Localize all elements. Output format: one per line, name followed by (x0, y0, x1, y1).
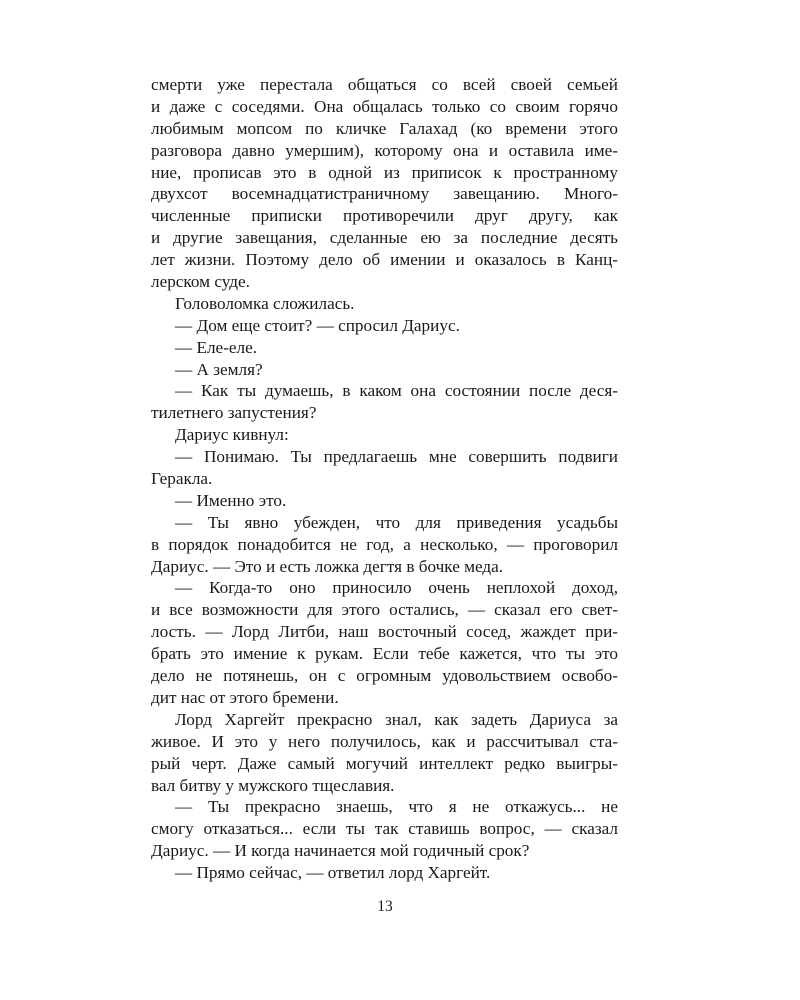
text-line: Лорд Харгейт прекрасно знал, как задеть Дариуса за (175, 709, 618, 729)
text-line: живое. И это у него получилось, как и рассчитывал ста- (151, 731, 618, 751)
text-line: и другие завещания, сделанные ею за последние десять (151, 228, 618, 248)
text-line: численные приписки противоречили друг другу, как (151, 206, 618, 226)
text-line: дит нас от этого бремени. (151, 687, 339, 707)
text-line: Дариус кивнул: (175, 425, 289, 445)
dialogue-line: — Ты явно убежден, что для приведения усадьбы (175, 512, 618, 532)
text-line: смерти уже перестала общаться со всей своей семьей (151, 75, 618, 94)
text-line: вал битву у мужского тщеславия. (151, 775, 395, 795)
text-line: брать это имение к рукам. Если тебе кажется, что ты это (151, 644, 618, 664)
body-text (151, 74, 618, 884)
dialogue-line: — Понимаю. Ты предлагаешь мне совершить подвиги (175, 447, 618, 467)
dialogue-line: — Как ты думаешь, в каком она состоянии после деся- (175, 381, 618, 401)
text-line: и даже с соседями. Она общалась только со своим горячо (151, 96, 618, 116)
dialogue-line: — Дом еще стоит? — спросил Дариус. (175, 315, 460, 335)
text-line: лерском суде. (151, 272, 250, 292)
text-line: в порядок понадобится не год, а несколько, — проговорил (151, 534, 618, 554)
text-line: Дариус. — Это и есть ложка дегтя в бочке меда. (151, 556, 504, 576)
text-line: двухсот восемнадцатистраничному завещанию. Много- (151, 184, 618, 204)
dialogue-line: — Именно это. (175, 490, 287, 510)
dialogue-line: — Ты прекрасно знаешь, что я не откажусь... не (175, 797, 618, 817)
text-line: и все возможности для этого остались, — сказал его свет- (151, 600, 618, 620)
page-number: 13 (377, 898, 393, 915)
text-line: Дариус. — И когда начинается мой годичный срок? (151, 841, 530, 861)
dialogue-line: — Когда-то оно приносило очень неплохой доход, (175, 578, 618, 598)
text-line: дело не потянешь, он с огромным удовольствием освобо- (151, 666, 618, 686)
text-line: разговора давно умершим), которому она и оставила име- (151, 140, 618, 160)
text-line: Головоломка сложилась. (175, 293, 355, 313)
dialogue-line: — Прямо сейчас, — ответил лорд Харгейт. (175, 863, 491, 883)
text-line: Геракла. (151, 469, 213, 489)
text-line: лость. — Лорд Литби, наш восточный сосед, жаждет при- (151, 622, 618, 642)
dialogue-line: — А земля? (175, 359, 263, 379)
dialogue-line: — Еле-еле. (175, 337, 258, 357)
text-line: любимым мопсом по кличке Галахад (ко времени этого (151, 118, 618, 138)
text-line: ние, прописав это в одной из приписок к пространному (151, 162, 618, 182)
text-line: лет жизни. Поэтому дело об имении и оказалось в Канц- (151, 250, 618, 270)
text-line: рый черт. Даже самый могучий интеллект редко выигры- (151, 753, 618, 773)
text-line: смогу отказаться... если ты так ставишь вопрос, — сказал (151, 819, 618, 839)
text-line: тилетнего запустения? (151, 403, 317, 423)
